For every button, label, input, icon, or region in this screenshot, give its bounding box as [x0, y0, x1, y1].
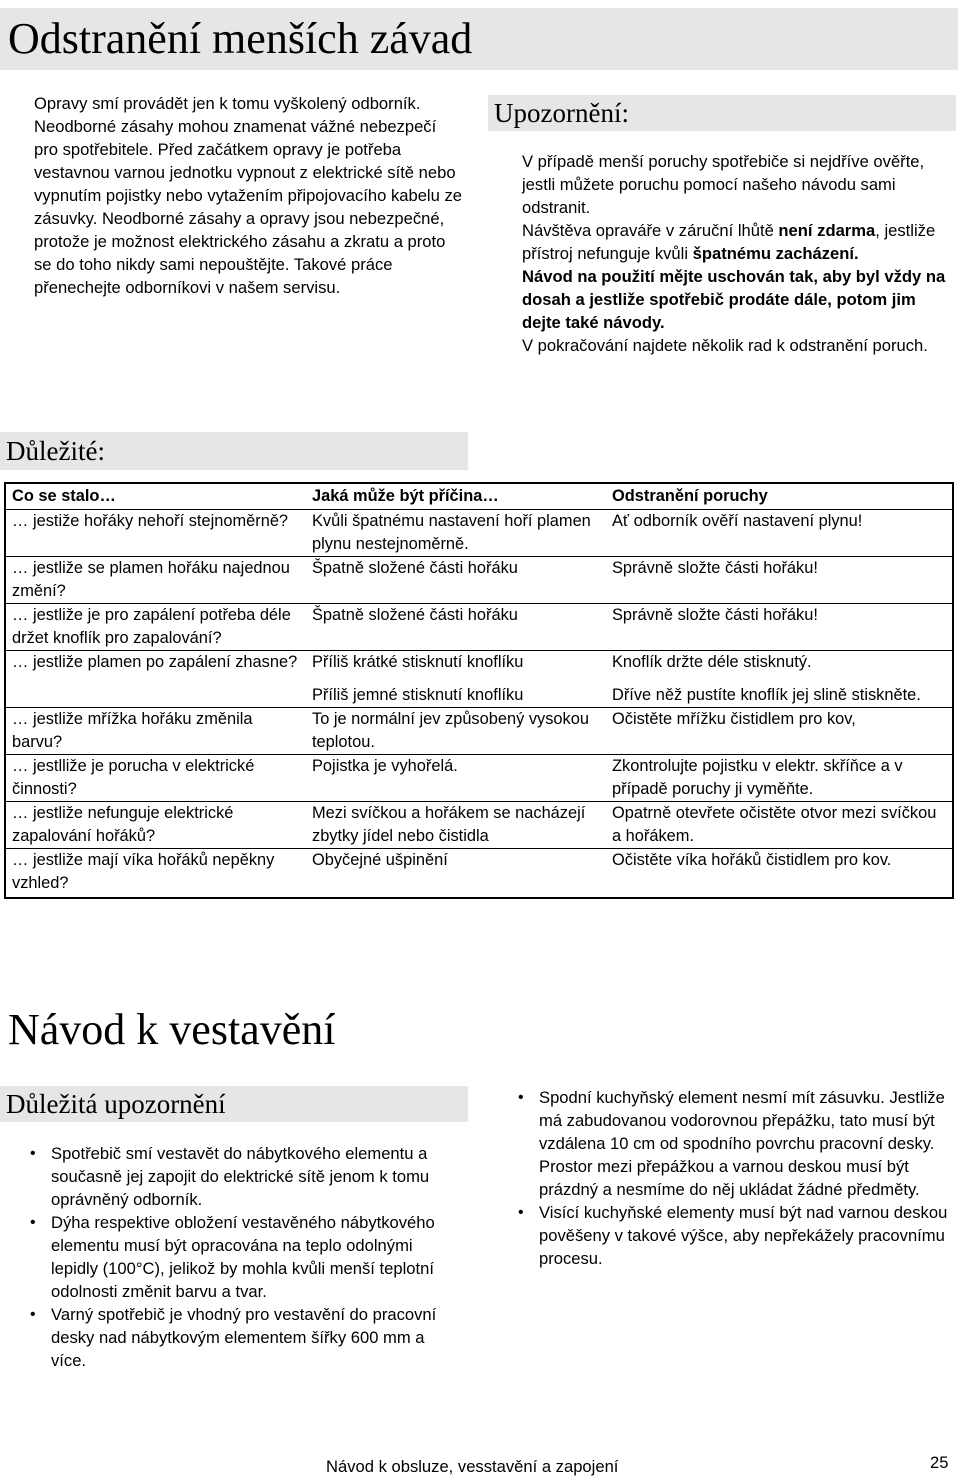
cell-fix: Očistěte mřížku čistidlem pro kov,	[606, 708, 953, 755]
cell-what: … jestliže mají víka hořáků nepěkny vzhled?	[5, 849, 306, 899]
warning-p2	[522, 219, 952, 265]
troubleshooting-table	[4, 482, 954, 899]
cell-fix: Očistěte víka hořáků čistidlem pro kov.	[606, 849, 953, 899]
cell-cause: Pojistka je vyhořelá.	[306, 755, 606, 802]
cell-what: … jestliže mřížka hořáku změnila barvu?	[5, 708, 306, 755]
cell-cause: Příliš jemné stisknutí knoflíku	[312, 686, 524, 704]
section-title-bar	[0, 8, 958, 70]
intro-text	[34, 92, 462, 299]
cell-cause: Mezi svíčkou a hořákem se nacházejí zbytky jídel nebo čistidla	[306, 802, 606, 849]
table-row	[5, 510, 953, 557]
table-row	[5, 604, 953, 651]
table-header-row	[5, 483, 953, 510]
intro-p1: Opravy smí provádět jen k tomu vyškolený odborník. Neodborné zásahy mohou znamenat vážné nebezpečí pro spotřebitele.	[34, 94, 437, 159]
warning-p2-a: Návštěva opraváře v záruční lhůtě	[522, 221, 779, 240]
warning-text	[522, 150, 952, 357]
cell-fix: Správně složte části hořáku!	[606, 557, 953, 604]
list-item: • Dýha respektive obložení vestavěného nábytkového elementu musí být opracována na teplo odolnými lepidly (100°C), jelikož by mohla kvůli menší teplotní odolnosti změnit barvu a tvar.	[24, 1211, 464, 1303]
warning-heading-bar	[488, 95, 956, 131]
col-header-what: Co se stalo…	[5, 483, 306, 510]
left-bullet-list	[24, 1142, 464, 1372]
table-row	[5, 557, 953, 604]
important-notes-heading-bar	[0, 1086, 468, 1122]
table-row	[5, 802, 953, 849]
cell-fix: Ať odborník ověří nastavení plynu!	[612, 512, 863, 530]
table-row	[5, 651, 953, 675]
cell-fix: Zkontrolujte pojistku v elektr. skříňce a v případě poruchy ji vyměňte.	[606, 755, 953, 802]
cell-what: … jestliže nefunguje elektrické zapalování hořáků?	[5, 802, 306, 849]
warning-p3: Návod na použití mějte uschován tak, aby byl vždy na dosah a jestliže spotřebič prodáte dále, potom jim dejte také návody.	[522, 267, 946, 332]
table-row	[5, 674, 953, 708]
intro-p3: Neodborné zásahy a opravy jsou nebezpečné, protože je možnost elektrického zásahu a zkratu a proto se do toho nikdy sami nepouštějte. Takové práce přenechejte odborníkovi v našem servisu.	[34, 209, 446, 297]
warning-p2-d: špatnému zacházení.	[692, 244, 859, 263]
warning-p4: V pokračování najdete několik rad k odstranění poruch.	[522, 336, 928, 355]
warning-heading: Upozornění:	[494, 98, 629, 128]
cell-cause: Kvůli špatnému nastavení hoří plamen plynu nestejnoměrně.	[312, 512, 591, 553]
cell-fix: Dříve něž pustíte knoflík jej slině stiskněte.	[612, 686, 921, 704]
installation-title: Návod k vestavění	[8, 1005, 336, 1054]
section-title: Odstranění menších závad	[8, 14, 473, 63]
cell-cause: Příliš krátké stisknutí knoflíku	[306, 651, 606, 675]
warning-p2-b: není zdarma	[778, 221, 876, 240]
cell-what: … jestliže je pro zapálení potřeba déle držet knoflík pro zapalování?	[5, 604, 306, 651]
warning-p1: V případě menší poruchy spotřebiče si nejdříve ověřte, jestli můžete poruchu pomocí našeho návodu sami odstranit.	[522, 152, 925, 217]
cell-what: … jestlliže je porucha v elektrické činnosti?	[5, 755, 306, 802]
important-heading: Důležité:	[6, 436, 105, 466]
cell-what: … jestliže plamen po zapálení zhasne?	[5, 651, 306, 675]
list-item: • Visící kuchyňské elementy musí být nad varnou deskou pověšeny v takové výšce, aby nepřekážely pracovnímu procesu.	[512, 1201, 958, 1270]
right-bullet-list	[512, 1086, 958, 1270]
footer-text: Návod k obsluze, vesstavění a zapojení	[326, 1457, 619, 1476]
table-row	[5, 708, 953, 755]
cell-what: … jestliže se plamen hořáku najednou změní?	[5, 557, 306, 604]
cell-fix: Opatrně otevřete očistěte otvor mezi svíčkou a hořákem.	[606, 802, 953, 849]
important-heading-bar	[0, 432, 468, 470]
installation-title-block	[0, 990, 335, 1070]
cell-cause: Obyčejné ušpinění	[306, 849, 606, 899]
table-row	[5, 755, 953, 802]
list-item: • Spodní kuchyňský element nesmí mít zásuvku. Jestliže má zabudovanou vodorovnou přepážku, tato musí být vzdálena 10 cm od spodního povrchu pracovní desky. Prostor mezi přepážkou a varnou deskou musí být prázdný a nesmíme do něj ukládat žádné předměty.	[512, 1086, 958, 1201]
cell-cause: Špatně složené části hořáku	[306, 557, 606, 604]
table-row	[5, 849, 953, 899]
cell-fix: Knoflík držte déle stisknutý.	[606, 651, 953, 675]
intro-p2: Před začátkem opravy je potřeba vestavnou varnou jednotku vypnout z elektrické sítě nebo vypnutím pojistky nebo vytažením připojovacího kabelu ze zásuvky.	[34, 140, 462, 228]
cell-fix: Správně složte části hořáku!	[606, 604, 953, 651]
cell-what	[5, 674, 306, 708]
cell-what: … jestiže hořáky nehoří stejnoměrně?	[12, 512, 289, 530]
col-header-cause: Jaká může být příčina…	[306, 483, 606, 510]
cell-cause: To je normální jev způsobený vysokou teplotou.	[306, 708, 606, 755]
list-item: • Spotřebič smí vestavět do nábytkového elementu a současně jej zapojit do elektrické sítě jenom k tomu oprávněný odborník.	[24, 1142, 464, 1211]
cell-cause: Špatně složené části hořáku	[306, 604, 606, 651]
important-notes-heading: Důležitá upozornění	[6, 1089, 226, 1119]
page-number: 25	[930, 1453, 949, 1472]
list-item: • Varný spotřebič je vhodný pro vestavění do pracovní desky nad nábytkovým elementem šířky 600 mm a více.	[24, 1303, 464, 1372]
col-header-fix: Odstranění poruchy	[606, 483, 953, 510]
warning-p2-c: , jestliže přístroj nefunguje kvůli	[522, 221, 936, 263]
